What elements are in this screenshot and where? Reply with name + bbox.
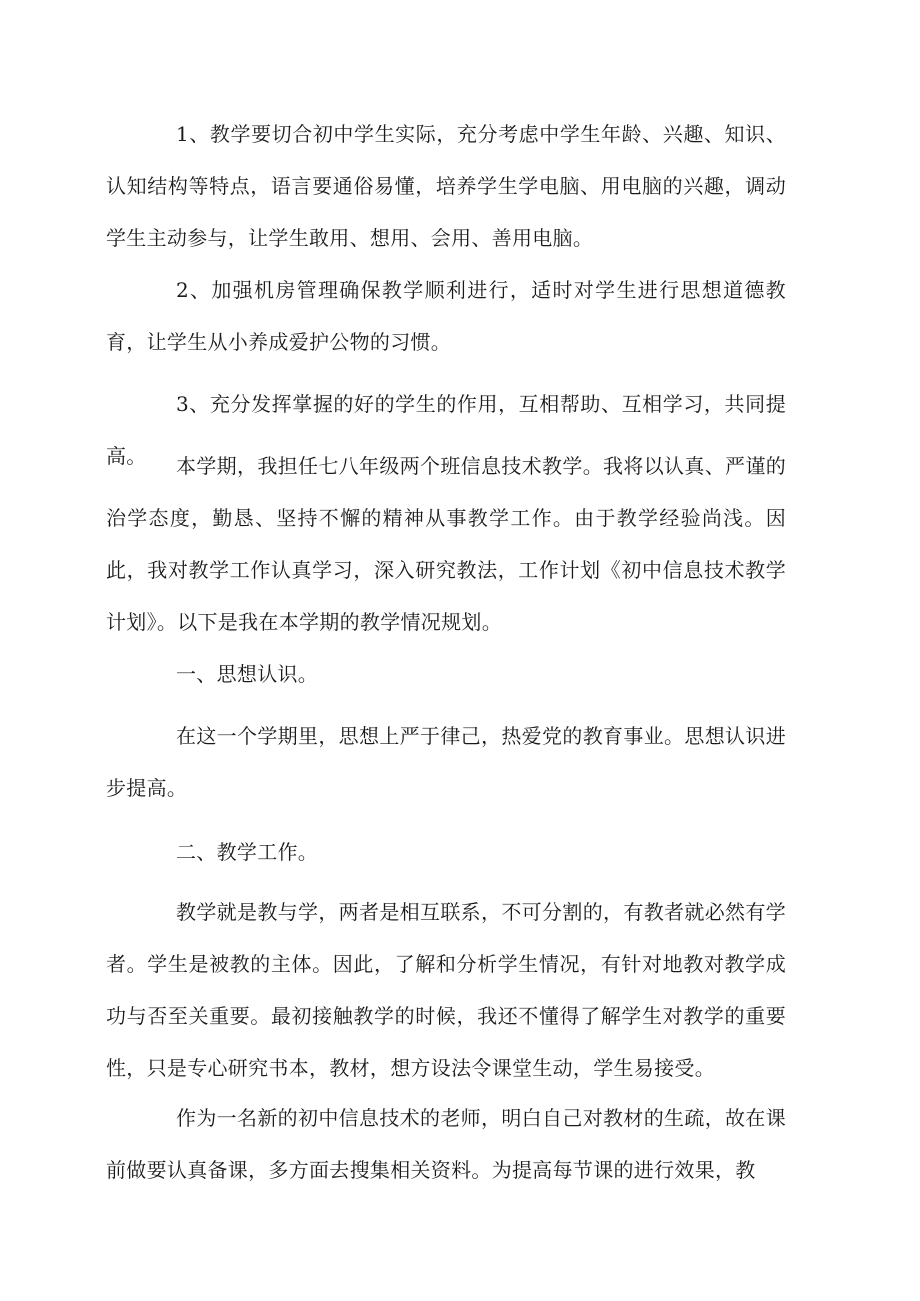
paragraph-4: 本学期，我担任七八年级两个班信息技术教学。我将以认真、严谨的治学态度，勤恳、坚持不懈的精神从事教学工作。由于教学经验尚浅。因此，我对教学工作认真学习，深入研究教法，工作计划《初中信息技术教学计划》。以下是我在本学期的教学情况规划。	[106, 454, 786, 634]
paragraph-1: 1、教学要切合初中学生实际，充分考虑中学生年龄、兴趣、知识、认知结构等特点，语言要通俗易懂，培养学生学电脑、用电脑的兴趣，调动学生主动参与，让学生敢用、想用、会用、善用电脑。	[106, 122, 786, 250]
paragraph-2: 2、加强机房管理确保教学顺利进行，适时对学生进行思想道德教育，让学生从小养成爱护公物的习惯。	[106, 278, 786, 354]
section-heading-2: 二、教学工作。	[176, 840, 319, 864]
section-heading-1: 一、思想认识。	[176, 662, 319, 686]
paragraph-5: 在这一个学期里，思想上严于律己，热爱党的教育事业。思想认识进步提高。	[106, 724, 786, 800]
paragraph-7: 作为一名新的初中信息技术的老师，明白自己对教材的生疏，故在课前做要认真备课，多方面去搜集相关资料。为提高每节课的进行效果，教	[106, 1106, 786, 1182]
paragraph-3: 3、充分发挥掌握的好的学生的作用，互相帮助、互相学习，共同提高。	[106, 392, 786, 468]
paragraph-6: 教学就是教与学，两者是相互联系，不可分割的，有教者就必然有学者。学生是被教的主体。因此，了解和分析学生情况，有针对地教对教学成功与否至关重要。最初接触教学的时候，我还不懂得了解学生对教学的重要性，只是专心研究书本，教材，想方设法令课堂生动，学生易接受。	[106, 900, 786, 1080]
